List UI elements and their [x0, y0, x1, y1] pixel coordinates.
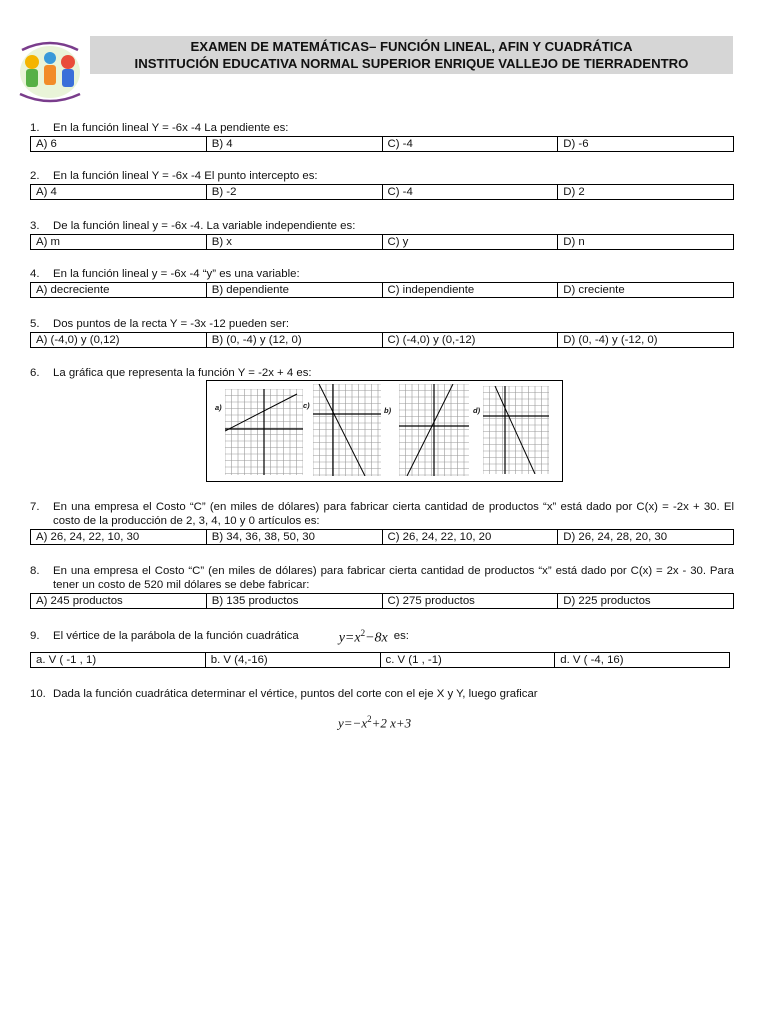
- option-c[interactable]: C) 26, 24, 22, 10, 20: [382, 530, 558, 544]
- option-a[interactable]: A) m: [36, 236, 61, 248]
- options-row: [30, 529, 734, 545]
- question-4: [30, 267, 734, 298]
- question-number: 5.: [30, 318, 40, 330]
- question-text: Dos puntos de la recta Y = -3x -12 pueden ser:: [53, 318, 290, 330]
- graph-b[interactable]: [399, 384, 469, 476]
- question-text: De la función lineal y = -6x -4. La variable independiente es:: [53, 220, 356, 232]
- question-text: El vértice de la parábola de la función cuadrática: [53, 629, 299, 642]
- option-b[interactable]: B) x: [206, 235, 382, 249]
- options-row: [30, 136, 734, 152]
- question-number: 2.: [30, 170, 40, 182]
- question-10: [30, 687, 734, 701]
- graph-options: [206, 380, 563, 482]
- options-row: [30, 652, 730, 668]
- option-c[interactable]: c. V (1 , -1): [380, 653, 555, 667]
- quadratic-formula: $y=x^2-8x$: [338, 628, 388, 646]
- question-number: 4.: [30, 268, 40, 280]
- question-number: 6.: [30, 367, 40, 379]
- question-text: En la función lineal y = -6x -4 “y” es una variable:: [53, 268, 300, 280]
- question-text: En la función lineal Y = -6x -4 El punto intercepto es:: [53, 170, 318, 182]
- question-text: La gráfica que representa la función Y = -2x + 4 es:: [53, 367, 312, 379]
- option-a[interactable]: A) 6: [36, 138, 57, 150]
- quadratic-function: $y=-x^2+2$ x+3: [338, 714, 412, 731]
- option-d[interactable]: D) (0, -4) y (-12, 0): [557, 333, 733, 347]
- option-b[interactable]: B) 135 productos: [206, 594, 382, 608]
- exam-title: EXAMEN DE MATEMÁTICAS– FUNCIÓN LINEAL, AFIN Y CUADRÁTICA: [190, 39, 633, 54]
- graph-label-b: b): [384, 406, 392, 415]
- option-c[interactable]: C) independiente: [382, 283, 558, 297]
- graph-a[interactable]: [225, 389, 303, 475]
- option-a[interactable]: A) (-4,0) y (0,12): [36, 334, 120, 346]
- option-c[interactable]: C) y: [382, 235, 558, 249]
- option-d[interactable]: D) creciente: [557, 283, 733, 297]
- option-b[interactable]: B) -2: [206, 185, 382, 199]
- question-3: [30, 219, 734, 250]
- graph-label-d: d): [473, 406, 481, 415]
- option-a[interactable]: A) decreciente: [36, 284, 110, 296]
- question-number: 8.: [30, 565, 40, 577]
- question-number: 10.: [30, 688, 46, 700]
- question-number: 7.: [30, 501, 40, 513]
- option-a[interactable]: A) 26, 24, 22, 10, 30: [36, 531, 140, 543]
- option-a[interactable]: a. V ( -1 , 1): [36, 653, 97, 666]
- option-b[interactable]: b. V (4,-16): [205, 653, 380, 667]
- option-d[interactable]: D) n: [557, 235, 733, 249]
- options-row: [30, 332, 734, 348]
- graph-c[interactable]: [313, 384, 381, 476]
- option-a[interactable]: A) 245 productos: [36, 595, 123, 607]
- question-text: En una empresa el Costo “C” (en miles de dólares) para fabricar cierta cantidad de productos “x” está dado por C(x) = -2x + 30. El costo de la producción de 2, 3, 4, 10 y 0 artículos es:: [53, 501, 734, 527]
- option-b[interactable]: B) (0, -4) y (12, 0): [206, 333, 382, 347]
- option-c[interactable]: C) -4: [382, 137, 558, 151]
- graph-d[interactable]: [483, 386, 549, 474]
- option-d[interactable]: D) -6: [557, 137, 733, 151]
- option-d[interactable]: d. V ( -4, 16): [554, 653, 729, 667]
- options-row: [30, 184, 734, 200]
- exam-header: [90, 36, 733, 74]
- option-d[interactable]: D) 2: [557, 185, 733, 199]
- option-c[interactable]: C) (-4,0) y (0,-12): [382, 333, 558, 347]
- graph-label-c: c): [303, 401, 310, 410]
- option-c[interactable]: C) -4: [382, 185, 558, 199]
- question-6: [30, 366, 734, 380]
- option-b[interactable]: B) dependiente: [206, 283, 382, 297]
- question-number: 9.: [30, 629, 40, 642]
- question-number: 1.: [30, 122, 40, 134]
- school-logo-icon: [12, 36, 88, 106]
- question-text: Dada la función cuadrática determinar el vértice, puntos del corte con el eje X y Y, luego graficar: [53, 688, 538, 700]
- question-number: 3.: [30, 220, 40, 232]
- option-a[interactable]: A) 4: [36, 186, 57, 198]
- option-b[interactable]: B) 4: [206, 137, 382, 151]
- question-suffix: es:: [393, 629, 409, 642]
- question-8: [30, 564, 734, 609]
- institution-name: INSTITUCIÓN EDUCATIVA NORMAL SUPERIOR ENRIQUE VALLEJO DE TIERRADENTRO: [134, 56, 689, 71]
- question-text: En una empresa el Costo “C” (en miles de dólares) para fabricar cierta cantidad de productos “x” está dado por C(x) = 2x - 30. Para tener un costo de 520 mil dólares se debe fabricar:: [53, 565, 734, 591]
- question-text: En la función lineal Y = -6x -4 La pendiente es:: [53, 122, 289, 134]
- question-5: [30, 317, 734, 348]
- question-1: [30, 121, 734, 152]
- options-row: [30, 234, 734, 250]
- option-d[interactable]: D) 26, 24, 28, 20, 30: [557, 530, 733, 544]
- graph-label-a: a): [215, 403, 222, 412]
- option-c[interactable]: C) 275 productos: [382, 594, 558, 608]
- option-d[interactable]: D) 225 productos: [557, 594, 733, 608]
- options-row: [30, 282, 734, 298]
- question-7: [30, 500, 734, 545]
- option-b[interactable]: B) 34, 36, 38, 50, 30: [206, 530, 382, 544]
- question-2: [30, 169, 734, 200]
- options-row: [30, 593, 734, 609]
- question-9: [30, 626, 734, 668]
